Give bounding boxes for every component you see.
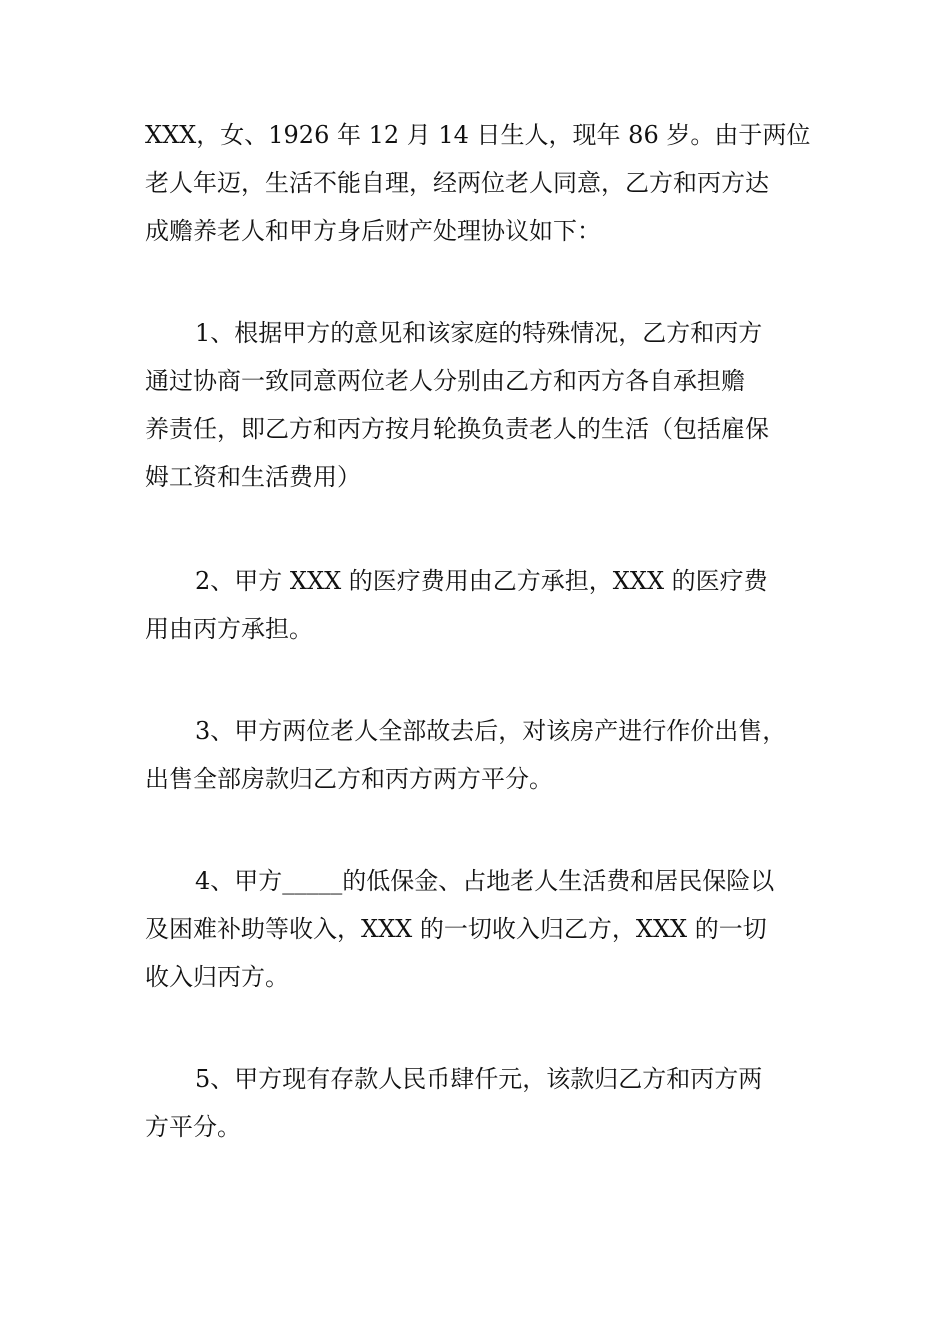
paragraph-line: 姆工资和生活费用） [145,463,361,491]
paragraph-line: 收入归丙方。 [145,963,289,991]
paragraph-line: 4、甲方_____的低保金、占地老人生活费和居民保险以 [195,867,775,895]
paragraph-line: XXX，女、1926 年 12 月 14 日生人，现年 86 岁。由于两位 [145,121,811,149]
paragraph-line: 及困难补助等收入，XXX 的一切收入归乙方，XXX 的一切 [145,915,767,943]
paragraph-line: 5、甲方现有存款人民币肆仟元，该款归乙方和丙方两 [195,1065,763,1093]
paragraph-line: 方平分。 [145,1113,241,1141]
paragraph-line: 出售全部房款归乙方和丙方两方平分。 [145,765,553,793]
paragraph-line: 1、根据甲方的意见和该家庭的特殊情况，乙方和丙方 [195,319,763,347]
paragraph-line: 老人年迈，生活不能自理，经两位老人同意，乙方和丙方达 [145,169,769,197]
paragraph-line: 通过协商一致同意两位老人分别由乙方和丙方各自承担赡 [145,367,745,395]
paragraph-line: 用由丙方承担。 [145,615,313,643]
paragraph-line: 2、甲方 XXX 的医疗费用由乙方承担，XXX 的医疗费 [195,567,768,595]
paragraph-line: 成赡养老人和甲方身后财产处理协议如下： [145,217,601,245]
paragraph-line: 养责任，即乙方和丙方按月轮换负责老人的生活（包括雇保 [145,415,769,443]
paragraph-line: 3、甲方两位老人全部故去后，对该房产进行作价出售， [195,717,787,745]
